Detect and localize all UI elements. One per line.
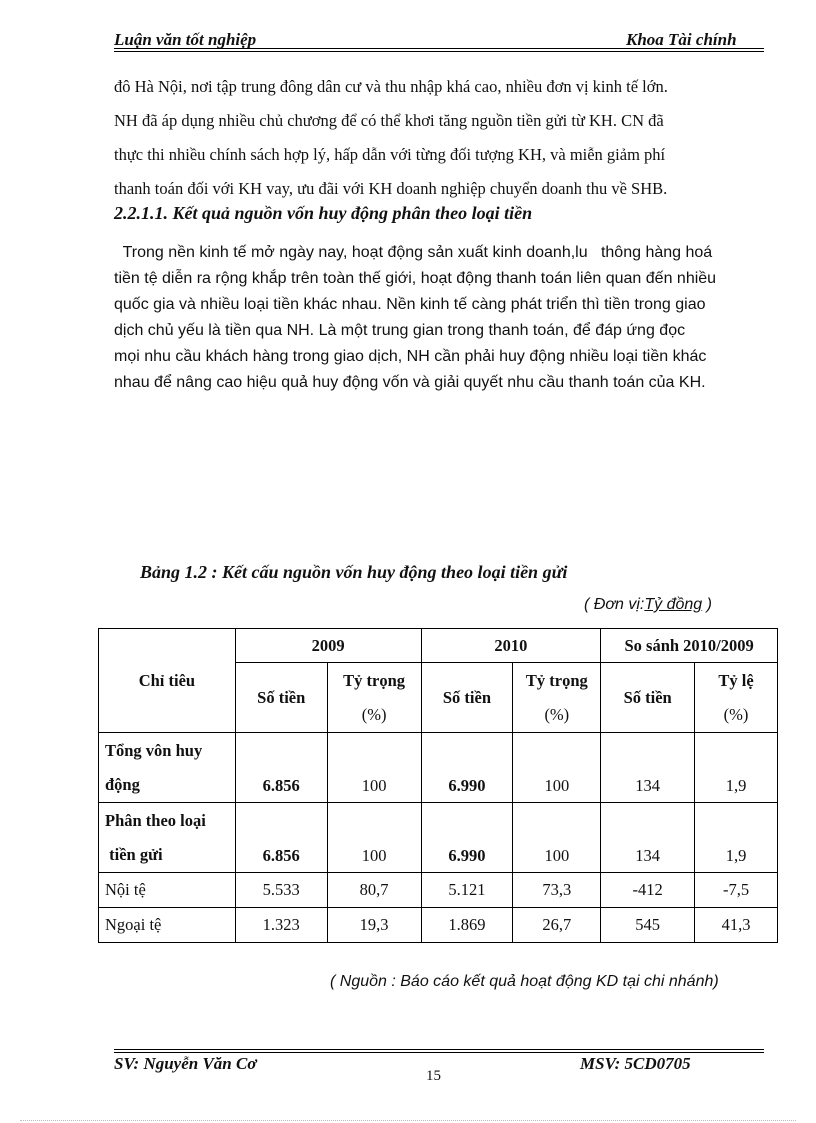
footer-student-id: MSV: 5CD0705 [580, 1054, 691, 1073]
row-label-l1: Tổng vôn huy [105, 740, 203, 760]
footer-divider [114, 1049, 764, 1050]
row-label: Nội tệ [99, 873, 236, 908]
paragraph-line: nhau để nâng cao hiệu quả huy động vốn và giải quyết nhu cầu thanh toán của KH. [114, 374, 706, 391]
paragraph-line: quốc gia và nhiều loại tiền khác nhau. Nền kinh tế càng phát triển thì tiền trong giao [114, 296, 706, 313]
source-note: ( Nguồn : Báo cáo kết quả hoạt động KD tại chi nhánh) [330, 973, 719, 990]
cell-ratio-2010: 100 [513, 733, 601, 803]
table-row [99, 908, 778, 943]
cell-diff: 134 [601, 733, 695, 803]
cell-pct: 1,9 [695, 803, 778, 873]
cell-amount-2010: 6.990 [421, 803, 513, 873]
cell-amount-2010: 1.869 [421, 908, 513, 943]
row-label [99, 733, 236, 803]
cell-pct: -7,5 [695, 873, 778, 908]
subheader-ratio [513, 663, 601, 733]
cell-ratio-2009: 100 [327, 733, 421, 803]
group-header-2009: 2009 [235, 629, 421, 663]
page-number: 15 [426, 1068, 441, 1084]
subheader-amount: Số tiền [421, 663, 513, 733]
cell-ratio-2009: 19,3 [327, 908, 421, 943]
header-right-text: Khoa Tài chính [626, 30, 737, 49]
subheader-ratio-l1: Tỷ trọng [525, 670, 588, 690]
unit-note [584, 596, 712, 614]
footer-student-name: SV: Nguyễn Văn Cơ [114, 1054, 257, 1073]
cell-ratio-2010: 100 [513, 803, 601, 873]
table-row [99, 803, 778, 873]
cell-amount-2010: 5.121 [421, 873, 513, 908]
body-paragraph [114, 240, 754, 396]
header-divider [114, 48, 764, 49]
paragraph-line: thực thi nhiều chính sách hợp lý, hấp dẫn với từng đối tượng KH, và miễn giảm phí [114, 145, 666, 164]
subheader-ratio-l1: Tỷ trọng [343, 670, 406, 690]
subheader-amount: Số tiền [235, 663, 327, 733]
subheader-rate-l1: Tỷ lệ [718, 670, 754, 690]
row-label-l2: tiền gửi [105, 844, 163, 864]
row-header-cell: Chỉ tiêu [99, 629, 236, 733]
row-label-l2: động [105, 774, 140, 794]
paragraph-line: dịch chủ yếu là tiền qua NH. Là một trung gian trong thanh toán, để đáp ứng đọc [114, 322, 686, 339]
unit-open: ( Đơn vị: [584, 596, 645, 613]
header-left-text: Luận văn tốt nghiệp [114, 30, 257, 49]
row-label-l1: Phân theo loại [105, 810, 206, 830]
cell-diff: -412 [601, 873, 695, 908]
cell-amount-2009: 6.856 [235, 803, 327, 873]
paragraph-line: Trong nền kinh tế mở ngày nay, hoạt động sản xuất kinh doanh,lu thông hàng hoá [114, 244, 713, 261]
group-header-comparison: So sánh 2010/2009 [601, 629, 778, 663]
intro-paragraph [114, 70, 766, 206]
cell-pct: 41,3 [695, 908, 778, 943]
paragraph-line: NH đã áp dụng nhiều chủ chương để có thể khơi tăng nguồn tiền gửi từ KH. CN đã [114, 111, 664, 130]
group-header-2010: 2010 [421, 629, 601, 663]
section-heading: 2.2.1.1. Kết quả nguồn vốn huy động phân theo loại tiền [114, 203, 533, 223]
table-row [99, 733, 778, 803]
footer-divider-double [114, 1052, 764, 1053]
cell-pct: 1,9 [695, 733, 778, 803]
cell-ratio-2010: 73,3 [513, 873, 601, 908]
cell-amount-2009: 6.856 [235, 733, 327, 803]
header-divider-double [114, 51, 764, 52]
table-row [99, 873, 778, 908]
subheader-rate-l2: (%) [723, 704, 749, 724]
paragraph-line: tiền tệ diễn ra rộng khắp trên toàn thế giới, hoạt động thanh toán liên quan đến nhiều [114, 270, 717, 287]
paragraph-line: thanh toán đối với KH vay, ưu đãi với KH doanh nghiệp chuyển doanh thu về SHB. [114, 179, 668, 198]
cell-amount-2009: 5.533 [235, 873, 327, 908]
table-title: Bảng 1.2 : Kết cấu nguồn vốn huy động theo loại tiền gửi [140, 562, 568, 582]
paragraph-line: mọi nhu cầu khách hàng trong giao dịch, NH cần phải huy động nhiều loại tiền khác [114, 348, 707, 365]
paragraph-line: đô Hà Nội, nơi tập trung đông dân cư và thu nhập khá cao, nhiều đơn vị kinh tế lớn. [114, 77, 668, 96]
cell-ratio-2009: 100 [327, 803, 421, 873]
capital-structure-table [98, 628, 778, 943]
subheader-amount: Số tiền [601, 663, 695, 733]
cell-ratio-2010: 26,7 [513, 908, 601, 943]
subheader-ratio [327, 663, 421, 733]
cell-amount-2010: 6.990 [421, 733, 513, 803]
subheader-ratio-l2: (%) [544, 704, 570, 724]
cell-diff: 134 [601, 803, 695, 873]
page-bottom-dotted-rule [20, 1120, 796, 1121]
unit-close: ) [702, 596, 712, 613]
cell-diff: 545 [601, 908, 695, 943]
subheader-rate [695, 663, 778, 733]
cell-ratio-2009: 80,7 [327, 873, 421, 908]
cell-amount-2009: 1.323 [235, 908, 327, 943]
row-label: Ngoại tệ [99, 908, 236, 943]
table-header-row [99, 629, 778, 663]
row-label [99, 803, 236, 873]
subheader-ratio-l2: (%) [361, 704, 387, 724]
unit-value: Tỷ đồng [644, 596, 703, 613]
